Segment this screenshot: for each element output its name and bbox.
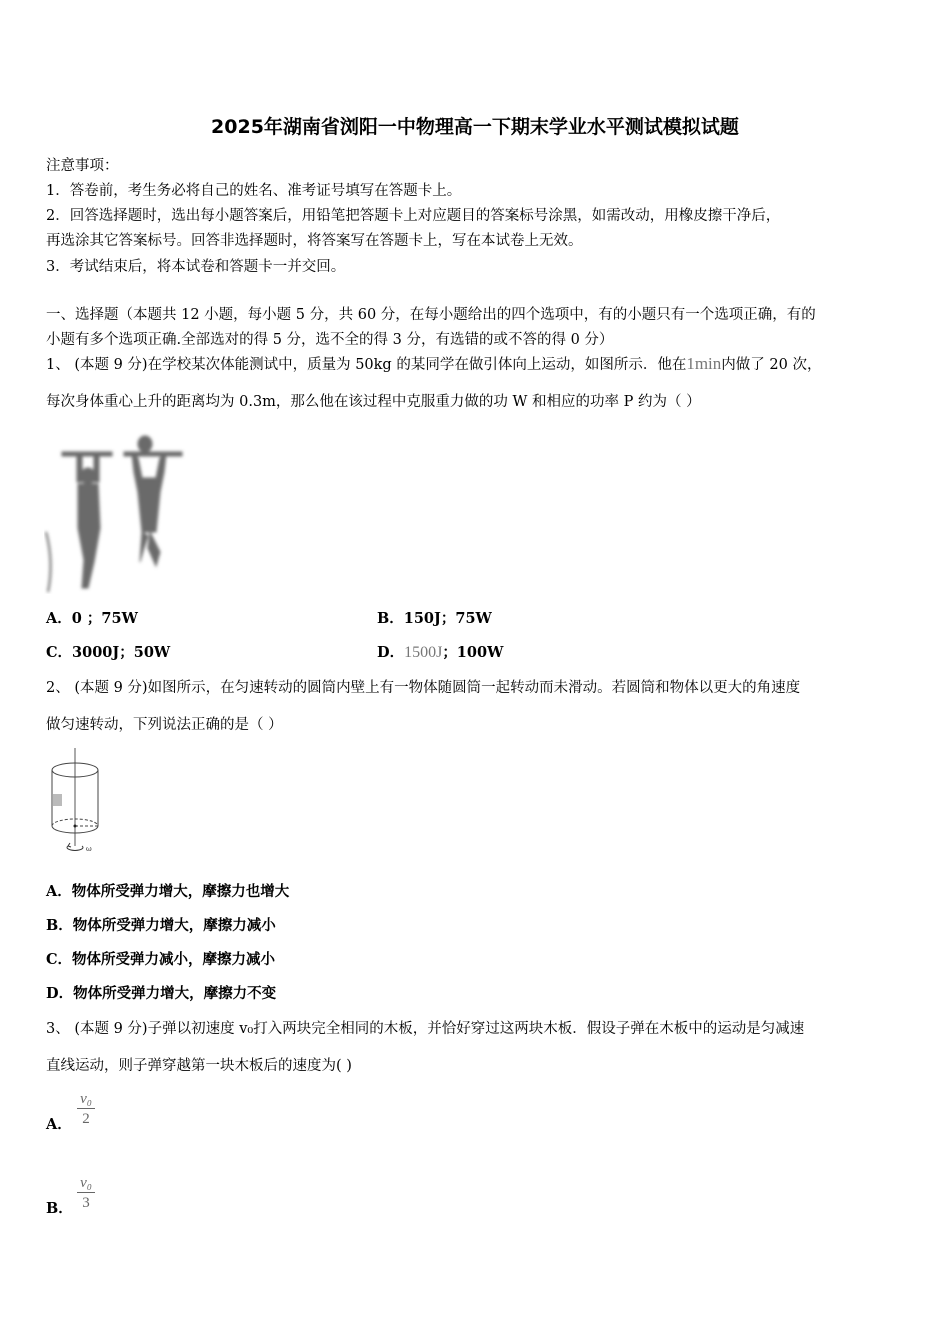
q3-stem-line2: 直线运动，则子弹穿越第一块木板后的速度为( ) <box>46 1058 352 1074</box>
figure-right-head <box>138 436 152 452</box>
q1-option-d[interactable]: D．1500J；100W <box>377 644 504 661</box>
q3-option-b-fraction: v₀ 3 <box>76 1175 96 1212</box>
figure-left-head <box>81 468 95 484</box>
notice-heading: 注意事项： <box>46 158 119 174</box>
q3-stem-line1: 3、 (本题 9 分)子弹以初速度 v₀打入两块完全相同的木板，并恰好穿过这两块木板．假设子弹在木板中的运动是匀减速 <box>46 1021 805 1037</box>
notice-item-2-cont: 再选涂其它答案标号。回答非选择题时，将答案写在答题卡上，写在本试卷上无效。 <box>46 233 583 249</box>
q1-option-a[interactable]: A．0 ；75W <box>46 610 138 627</box>
figure-left-body <box>78 484 100 588</box>
q3-option-b[interactable]: B． <box>46 1200 73 1217</box>
omega-label: ω <box>86 845 92 853</box>
q1-option-d-value: 1500J <box>404 644 443 661</box>
q1-stem-text-a: 1、 (本题 9 分)在学校某次体能测试中，质量为 50kg 的某同学在做引体向上运动，如图所示．他在 <box>46 357 687 373</box>
q2-option-a[interactable]: A．物体所受弹力增大，摩擦力也增大 <box>46 883 290 900</box>
rotating-cylinder-figure <box>46 746 108 858</box>
q1-option-b[interactable]: B．150J；75W <box>377 610 492 627</box>
q2-option-c[interactable]: C．物体所受弹力减小，摩擦力减小 <box>46 951 276 968</box>
pullup-figure <box>44 432 186 594</box>
q2-option-d[interactable]: D．物体所受弹力增大，摩擦力不变 <box>46 985 277 1002</box>
pullup-bar-left <box>62 452 112 456</box>
notice-item-1: 1．答卷前，考生务必将自己的姓名、准考证号填写在答题卡上。 <box>46 183 462 199</box>
notice-item-3: 3．考试结束后，将本试卷和答题卡一并交回。 <box>46 259 346 275</box>
object-block <box>53 794 62 806</box>
figure-right-leg2 <box>148 532 160 566</box>
q3-option-a-fraction: v₀ 2 <box>76 1091 96 1128</box>
section-heading-line2: 小题有多个选项正确.全部选对的得 5 分，选不全的得 3 分，有选错的或不答的得 0 分） <box>46 332 614 348</box>
figure-right-leg1 <box>140 532 148 562</box>
figure-floor-curve <box>46 532 51 592</box>
q2-option-b[interactable]: B．物体所受弹力增大，摩擦力减小 <box>46 917 276 934</box>
section-heading-line1: 一、选择题（本题共 12 小题，每小题 5 分，共 60 分，在每小题给出的四个选项中，有的小题只有一个选项正确，有的 <box>46 307 816 323</box>
page-title: 2025年湖南省浏阳一中物理高一下期末学业水平测试模拟试题 <box>211 116 739 138</box>
q1-option-c[interactable]: C．3000J；50W <box>46 644 171 661</box>
cylinder-center <box>74 825 77 828</box>
q1-stem-text-c: 内做了 20 次， <box>721 357 822 373</box>
q1-stem-line2: 每次身体重心上升的距离均为 0.3m，那么他在该过程中克服重力做的功 W 和相应的功率 P 约为（ ） <box>46 394 701 410</box>
figure-right-body <box>132 454 166 532</box>
q3-option-a[interactable]: A． <box>46 1116 72 1133</box>
rotation-arrow-head <box>68 843 71 847</box>
q2-stem-line1: 2、 (本题 9 分)如图所示，在匀速转动的圆筒内壁上有一物体随圆筒一起转动而未滑动。若圆筒和物体以更大的角速度 <box>46 680 801 696</box>
q1-stem-line1 <box>46 353 908 374</box>
q2-stem-line2: 做匀速转动，下列说法正确的是（ ） <box>46 717 283 733</box>
q1-time-value: 1min <box>686 354 722 373</box>
notice-item-2: 2．回答选择题时，选出每小题答案后，用铅笔把答题卡上对应题目的答案标号涂黑，如需改动，用橡皮擦干净后， <box>46 208 781 224</box>
